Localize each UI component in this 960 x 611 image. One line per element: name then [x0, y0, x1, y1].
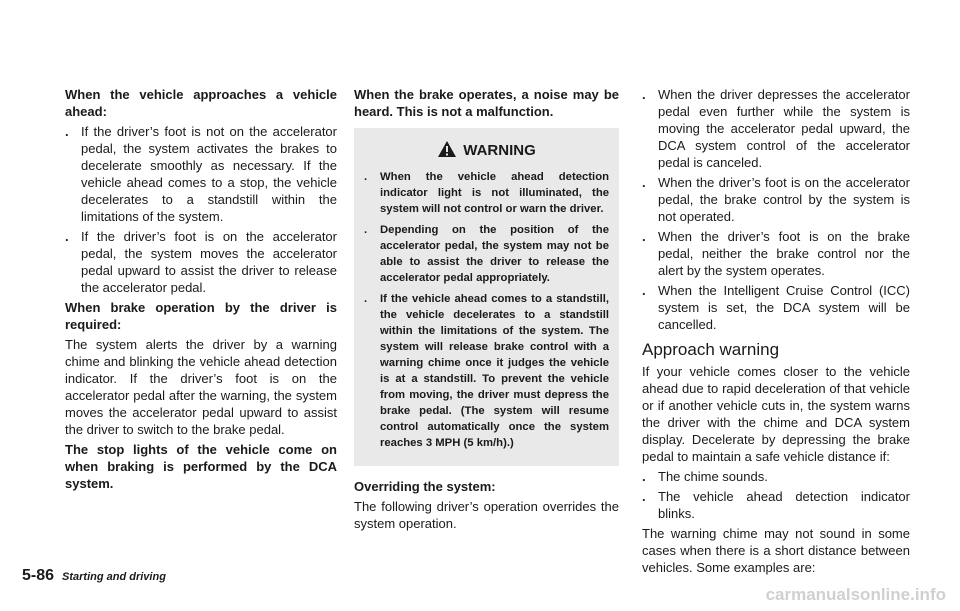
bullet: . [642, 489, 646, 504]
list-item: . Depending on the position of the accelerator pedal, the system may not be able to assist the driver to release the accelerator pedal appropriately. [364, 224, 609, 284]
list-item: . When the vehicle ahead detection indicator light is not illuminated, the system will not control or warn the driver. [364, 171, 609, 215]
warning-triangle-icon [437, 140, 457, 158]
bullet: . [364, 171, 368, 183]
bullet: . [642, 469, 646, 484]
list-item: . When the driver’s foot is on the brake pedal, neither the brake control nor the alert by the system operates. [642, 229, 910, 278]
section-title: Approach warning [642, 340, 780, 359]
bullet: . [364, 224, 368, 236]
bullet: . [65, 124, 69, 139]
bullet: . [642, 283, 646, 298]
warning-title: WARNING [463, 142, 536, 159]
bullet: . [65, 229, 69, 244]
list-item: . When the driver’s foot is on the accelerator pedal, the brake control by the system is not operated. [642, 175, 910, 224]
watermark: carmanualsonline.info [765, 585, 946, 604]
warning-box [354, 128, 619, 466]
section-name: Starting and driving [62, 571, 166, 583]
paragraph: If your vehicle comes closer to the vehicle ahead due to rapid deceleration of that vehicle or if another vehicle cuts in, the system warns the driver with the chime and DCA system display. Decelerate by depressing the brake pedal to maintain a safe vehicle distance if: [642, 364, 910, 464]
heading-overriding: Overriding the system: [354, 479, 496, 494]
column-left [65, 86, 337, 495]
list-item: . The vehicle ahead detection indicator blinks. [642, 489, 910, 521]
heading-brake-required: When brake operation by the driver is required: [65, 300, 337, 332]
warning-header [364, 140, 609, 159]
list-item: . If the driver’s foot is on the accelerator pedal, the system moves the accelerator pedal upward to assist the driver to release the accelerator pedal. [65, 229, 337, 295]
paragraph-noise: When the brake operates, a noise may be heard. This is not a malfunction. [354, 87, 619, 119]
list-item: . If the vehicle ahead comes to a standstill, the vehicle decelerates to a standstill within the limitations of the system. The system will release brake control with a warning chime once it judges the vehicle is at a standstill. To prevent the vehicle from moving, the driver must depress the brake pedal. (The system will resume control automatically once the system reaches 3 MPH (5 km/h).) [364, 293, 609, 449]
paragraph: The warning chime may not sound in some cases when there is a short distance between vehicles. Some examples are: [642, 526, 910, 575]
column-middle [354, 86, 619, 535]
bullet: . [364, 293, 368, 305]
paragraph-stop-lights: The stop lights of the vehicle come on when braking is performed by the DCA system. [65, 442, 337, 491]
list-item: . When the Intelligent Cruise Control (ICC) system is set, the DCA system will be cancelled. [642, 283, 910, 332]
list-item: . If the driver’s foot is not on the accelerator pedal, the system activates the brakes to decelerate smoothly as necessary. If the vehicle ahead comes to a stop, the vehicle decelerates to a standstill within the limitations of the system. [65, 124, 337, 224]
list-item: . When the driver depresses the accelerator pedal even further while the system is moving the accelerator pedal upward, the DCA system control of the accelerator pedal is canceled. [642, 87, 910, 170]
paragraph: The following driver’s operation overrides the system operation. [354, 499, 619, 531]
paragraph: The system alerts the driver by a warning chime and blinking the vehicle ahead detection indicator. If the driver’s foot is on the accelerator pedal after the warning, the system moves the accelerator pedal upward to assist the driver to switch to the brake pedal. [65, 337, 337, 437]
page-number: 5-86 [22, 567, 55, 584]
page-footer [22, 567, 166, 585]
bullet: . [642, 229, 646, 244]
bullet: . [642, 87, 646, 102]
bullet: . [642, 175, 646, 190]
column-right [642, 86, 910, 579]
list-item: . The chime sounds. [642, 469, 768, 484]
heading-approach: When the vehicle approaches a vehicle ahead: [65, 87, 337, 119]
